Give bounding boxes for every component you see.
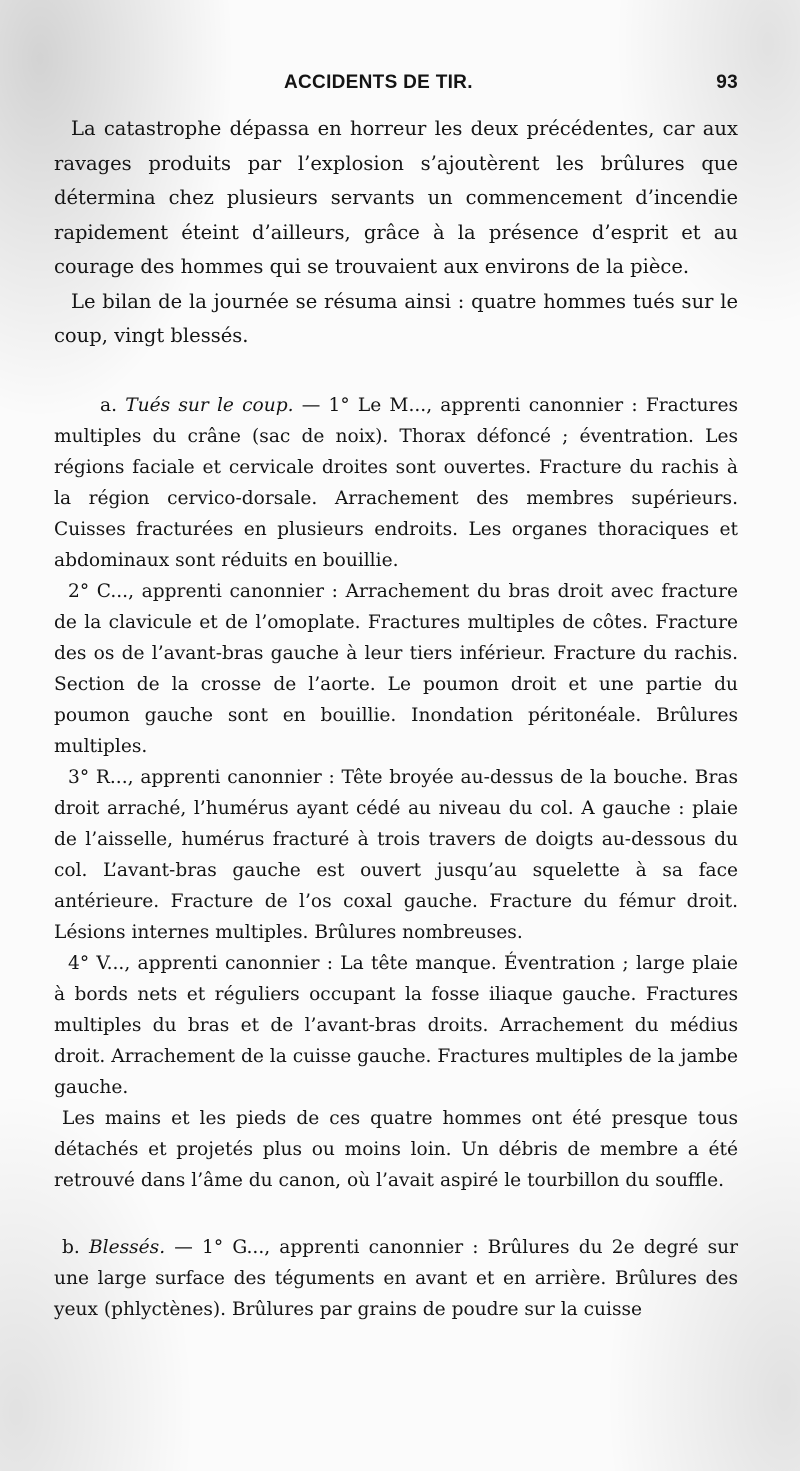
section-b-dash: — (165, 1236, 203, 1258)
section-b-case-1-text: 1° G..., apprenti canonnier : Brûlures du 2e degré sur une large surface des téguments en avant et en arrière. Brûlures des yeux (phlyctènes). Brûlures par grains de poudre sur la cuisse (54, 1236, 738, 1320)
section-a-summary: Les mains et les pieds de ces quatre hommes ont été presque tous détachés et projetés plus ou moins loin. Un débris de membre a été retrouvé dans l’âme du canon, où l’avait aspiré le tourbillon du souffle. (54, 1107, 738, 1191)
section-b-heading: Blessés. (88, 1236, 166, 1258)
paragraph-summary-of-casualties: Le bilan de la journée se résuma ainsi : quatre hommes tués sur le coup, vingt blessés. (54, 289, 738, 347)
section-a-case-3: 3° R..., apprenti canonnier : Tête broyée au-dessus de la bouche. Bras droit arraché, l’humérus ayant cédé au niveau du col. A gauche : plaie de l’aisselle, humérus fracturé à trois travers de doigts au-dessous du col. L’avant-bras gauche est ouvert jusqu’au squelette à sa face antérieure. Fracture de l’os coxal gauche. Fracture du fémur droit. Lésions internes multiples. Brûlures nombreuses. (54, 766, 738, 943)
body-text (54, 112, 738, 1325)
section-a-marker: a. (100, 394, 117, 416)
section-a-heading: Tués sur le coup. (125, 394, 294, 416)
section-a-case-4: 4° V..., apprenti canonnier : La tête manque. Éventration ; large plaie à bords nets et réguliers occupant la fosse iliaque gauche. Fractures multiples du bras et de l’avant-bras droits. Arrachement du médius droit. Arrachement de la cuisse gauche. Fractures multiples de la jambe gauche. (54, 952, 738, 1098)
section-b-case-1 (54, 1232, 738, 1325)
section-a-case-1 (54, 390, 738, 576)
page-header (68, 72, 738, 104)
section-a-dash: — (293, 394, 329, 416)
case-1-text: 1° Le M..., apprenti canonnier : Fractures multiples du crâne (sac de noix). Thorax défoncé ; éventration. Les régions faciale et cervicale droites sont ouvertes. Fracture du rachis à la région cervico-dorsale. Arrachement des membres supérieurs. Cuisses fracturées en plusieurs endroits. Les organes thoraciques et abdominaux sont réduits en bouillie. (54, 394, 738, 571)
page-number: 93 (716, 72, 738, 93)
paragraph-intro: La catastrophe dépassa en horreur les deux précédentes, car aux ravages produits par l’explosion s’ajoutèrent les brûlures que détermina chez plusieurs servants un commencement d’incendie rapidement éteint d’ailleurs, grâce à la présence d’esprit et au courage des hommes qui se trouvaient aux environs de la pièce. (54, 117, 738, 278)
section-b-marker: b. (62, 1236, 80, 1258)
running-title: ACCIDENTS DE TIR. (284, 72, 473, 93)
section-a-case-2: 2° C..., apprenti canonnier : Arrachement du bras droit avec fracture de la clavicule et de l’omoplate. Fractures multiples de côtes. Fracture des os de l’avant-bras gauche à leur tiers inférieur. Fracture du rachis. Section de la crosse de l’aorte. Le poumon droit et une partie du poumon gauche sont en bouillie. Inondation péritonéale. Brûlures multiples. (54, 580, 738, 757)
